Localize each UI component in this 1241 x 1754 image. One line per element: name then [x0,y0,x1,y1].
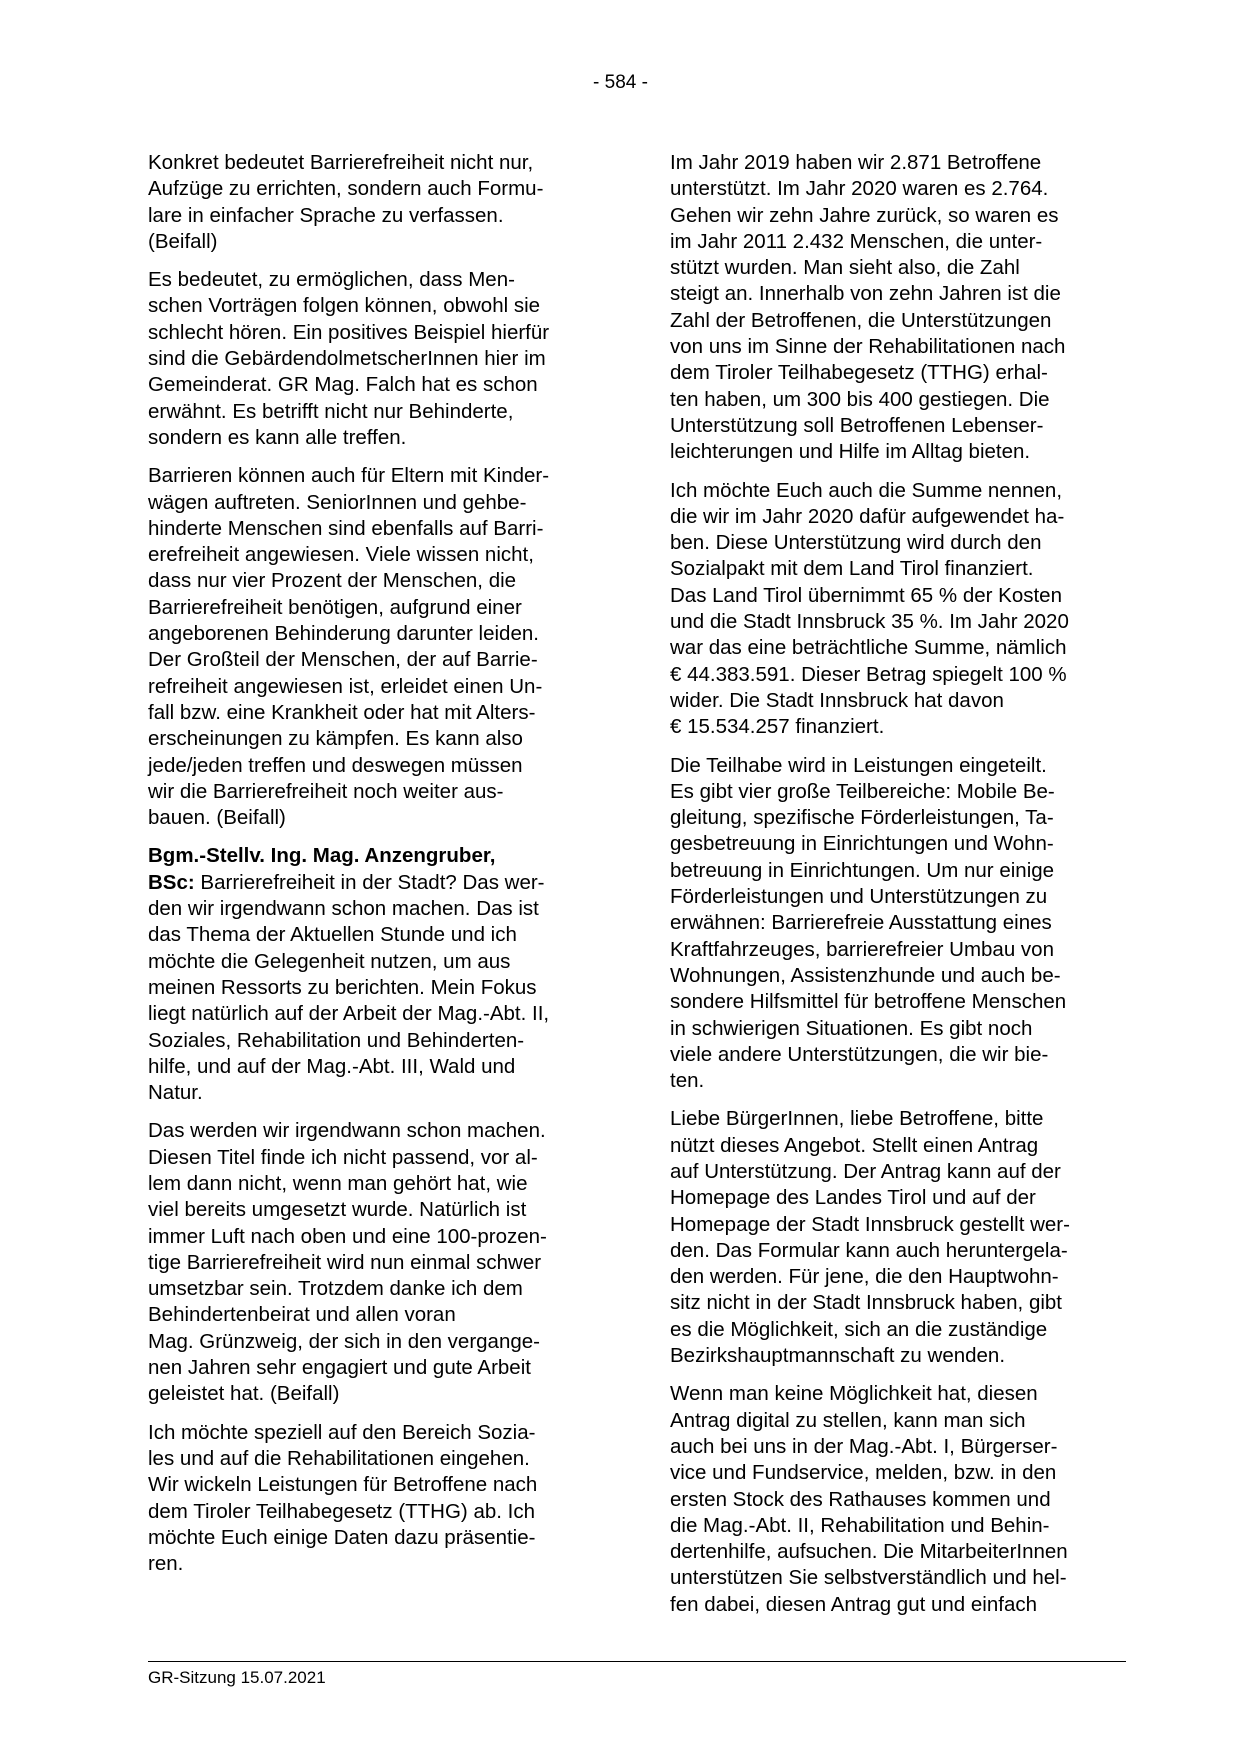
paragraph: Ich möchte Euch auch die Summe nennen, die wir im Jahr 2020 dafür aufgewendet ha- ben. Diese Unterstützung wird durch den Sozialpakt mit dem Land Tirol finanziert. Das Land Tirol übernimmt 65 % der Kosten und die Stadt Innsbruck 35 %. Im Jahr 2020 war das eine beträchtliche Summe, nämlich € 44.383.591. Dieser Betrag spiegelt 100 % wider. Die Stadt Innsbruck hat davon € 15.534.257 finanziert. [670,478,1069,739]
paragraph: Ich möchte speziell auf den Bereich Sozia- les und auf die Rehabilitationen eingehen. Wir wickeln Leistungen für Betroffene nach dem Tiroler Teilhabegesetz (TTHG) ab. Ich möchte Euch einige Daten dazu präsentie- ren. [148,1420,538,1576]
page-number: - 584 - [593,72,648,93]
right-column [670,150,1120,1630]
paragraph: Konkret bedeutet Barrierefreiheit nicht nur, Aufzüge zu errichten, sondern auch Formu- lare in einfacher Sprache zu verfassen. (Beifall) [148,151,544,253]
speech-text: Barrierefreiheit in der Stadt? Das wer- den wir irgendwann schon machen. Das ist das Thema der Aktuellen Stunde und ich möchte die Gelegenheit nutzen, um aus meinen Ressorts zu berichten. Mein Fokus liegt natürlich auf der Arbeit der Mag.-Abt. II, Soziales, Rehabilitation und Behinderten- hilfe, und auf der Mag.-Abt. III, Wald und Natur. [148,870,550,1105]
paragraph: Es bedeutet, zu ermöglichen, dass Men- schen Vorträgen folgen können, obwohl sie schlecht hören. Ein positives Beispiel hierfür sind die GebärdendolmetscherInnen hier im Gemeinderat. GR Mag. Falch hat es schon erwähnt. Es betrifft nicht nur Behinderte, sondern es kann alle treffen. [148,268,550,449]
paragraph: Die Teilhabe wird in Leistungen eingeteilt. Es gibt vier große Teilbereiche: Mobile Be- gleitung, spezifische Förderleistungen, Ta- gesbetreuung in Einrichtungen und Wohn- betreuung in Einrichtungen. Um nur einige Förderleistungen und Unterstützungen zu erwähnen: Barrierefreie Ausstattung eines Kraftfahrzeuges, barrierefreier Umbau von Wohnungen, Assistenzhunde und auch be- sondere Hilfsmittel für betroffene Menschen in schwierigen Situationen. Es gibt noch viele andere Unterstützungen, die wir bie- ten. [670,753,1067,1093]
paragraph: Das werden wir irgendwann schon machen. Diesen Titel finde ich nicht passend, vor al- lem dann nicht, wenn man gehört hat, wie viel bereits umgesetzt wurde. Natürlich ist immer Luft nach oben und eine 100-prozen- tige Barrierefreiheit wird nun einmal schwer umsetzbar sein. Trotzdem danke ich dem Behindertenbeirat und allen voran Mag. Grünzweig, der sich in den vergange- nen Jahren sehr engagiert und gute Arbeit geleistet hat. (Beifall) [148,1119,547,1406]
speaker-name: Bgm.-Stellv. Ing. Mag. Anzengruber, BSc: [148,844,496,894]
footer-session-date: GR-Sitzung 15.07.2021 [148,1668,326,1687]
paragraph: Barrieren können auch für Eltern mit Kinder- wägen auftreten. SeniorInnen und gehbe- hinderte Menschen sind ebenfalls auf Barri- erefreiheit angewiesen. Viele wissen nicht, dass nur vier Prozent der Menschen, die Barrierefreiheit benötigen, aufgrund einer angeborenen Behinderung darunter leiden. Der Großteil der Menschen, der auf Barrie- refreiheit angewiesen ist, erleidet einen Un- fall bzw. eine Krankheit oder hat mit Alters- erscheinungen zu kämpfen. Es kann also jede/jeden treffen und deswegen müssen wir die Barrierefreiheit noch weiter aus- bauen. (Beifall) [148,464,550,830]
paragraph: Wenn man keine Möglichkeit hat, diesen Antrag digital zu stellen, kann man sich auch bei uns in der Mag.-Abt. I, Bürgerser- vice und Fundservice, melden, bzw. in den ersten Stock des Rathauses kommen und die Mag.-Abt. II, Rehabilitation und Behin- dertenhilfe, aufsuchen. Die MitarbeiterInnen unterstützen Sie selbstverständlich und hel- fen dabei, diesen Antrag gut und einfach [670,1382,1068,1616]
speech-paragraph [148,843,598,1106]
paragraph: Liebe BürgerInnen, liebe Betroffene, bitte nützt dieses Angebot. Stellt einen Antrag auf Unterstützung. Der Antrag kann auf der Homepage des Landes Tirol und auf der Homepage der Stadt Innsbruck gestellt wer- den. Das Formular kann auch heruntergela- den werden. Für jene, die den Hauptwohn- sitz nicht in der Stadt Innsbruck haben, gibt es die Möglichkeit, sich an die zuständige Bezirkshauptmannschaft zu wenden. [670,1107,1070,1368]
footer-divider [148,1661,1126,1662]
left-column [148,150,598,1589]
paragraph: Im Jahr 2019 haben wir 2.871 Betroffene unterstützt. Im Jahr 2020 waren es 2.764. Gehen wir zehn Jahre zurück, so waren es im Jahr 2011 2.432 Menschen, die unter- stützt wurden. Man sieht also, die Zahl steigt an. Innerhalb von zehn Jahren ist die Zahl der Betroffenen, die Unterstützungen von uns im Sinne der Rehabilitationen nach dem Tiroler Teilhabegesetz (TTHG) erhal- ten haben, um 300 bis 400 gestiegen. Die Unterstützung soll Betroffenen Lebenser- leichterungen und Hilfe im Alltag bieten. [670,151,1066,464]
